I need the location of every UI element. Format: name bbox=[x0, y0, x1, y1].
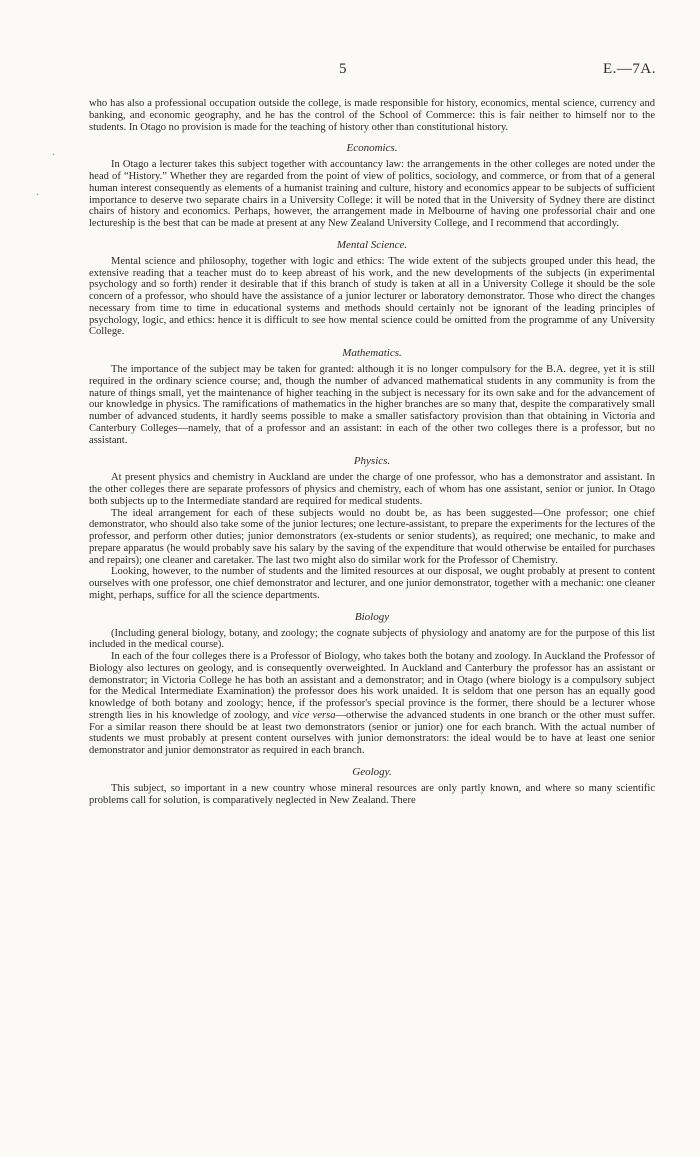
document-body bbox=[89, 98, 655, 806]
scan-speck: · bbox=[36, 190, 40, 201]
section-heading-geology: Geology. bbox=[352, 765, 392, 778]
biology-paragraph-2 bbox=[89, 651, 655, 757]
scan-speck: · bbox=[52, 150, 56, 161]
physics-paragraph-1: At present physics and chemistry in Auckland are under the charge of one professor, who has a demonstrator and assistant. In the other colleges there are separate professors of physics and chemistry, each of whom has one assistant, senior or junior. In Otago both subjects up to the Intermediate standard are required for medical students. bbox=[89, 472, 655, 507]
biology-text-part: In each of the four colleges there is a Professor of Biology, who takes both the botany and zoology. In Auckland the Professor of Biology also lectures on geology, and is consequently overweighted. In Auckland and Canterbury the professor has an assistant or demonstrator; in Victoria College he has both an assistant and a demonstrator; and in Otago (where biology is a compulsory subject for the Medical Intermediate Examination) the professor does his work unaided. It is seldom that one person has an equally good knowledge of both botany and zoology; hence, if the professor's special province is the former, there should be a lecturer whose strength lies in his knowledge of zoology, and bbox=[89, 651, 655, 721]
document-reference: E.—7A. bbox=[603, 61, 656, 77]
section-heading-economics: Economics. bbox=[346, 142, 398, 155]
section-heading-mental-science: Mental Science. bbox=[336, 238, 408, 251]
economics-paragraph: In Otago a lecturer takes this subject together with accountancy law: the arrangements in the other colleges are noted under the head of “History.” Whether they are regarded from the point of view of politics, sociology, and commerce, or from that of a general human interest consequently as elements of a humanist training and culture, history and economics appear to be subjects of sufficient importance to deserve two separate chairs in a University College: it will be noted that in the University of Sydney there are distinct chairs of history and economics. Perhaps, however, the arrangement made in Melbourne of having one professorial chair and one lectureship is the best that can be made at present at any New Zealand University College, and I recommend that accordingly. bbox=[89, 159, 655, 229]
biology-text-part: —otherwise the advanced students in one branch or the other must suffer. For a similar reason there should be at least two demonstrators (senior or junior) one for each branch. With the actual number of students we must probably at present content ourselves with junior demonstrators: the ideal would be to have at least one senior demonstrator and junior demonstrator as required in each branch. bbox=[89, 709, 655, 756]
section-heading-physics: Physics. bbox=[353, 455, 391, 468]
section-heading-biology: Biology bbox=[354, 610, 390, 623]
mathematics-paragraph: The importance of the subject may be taken for granted: although it is no longer compulsory for the B.A. degree, yet it is still required in the ordinary science course; and, though the number of advanced mathematical students in any community is from the nature of things small, yet the maintenance of higher teaching in the subject is necessary for its own sake and for the advancement of our knowledge in physics. The ramifications of mathematics in the higher branches are so many that, despite the comparatively small number of advanced students, it hardly seems possible to make a smaller satisfactory provision than that obtaining in Victoria and Canterbury Colleges—namely, that of a professor and an assistant: in each of the other two colleges there is a professor, but no assistant. bbox=[89, 364, 655, 446]
mental-science-paragraph: Mental science and philosophy, together with logic and ethics: The wide extent of the subjects grouped under this head, the extensive reading that a teacher must do to keep abreast of his work, and the new developments of the subjects (in experimental psychology and so forth) render it desirable that if this branch of study is taken at all in a University College it should be the sole concern of a professor, who should have the assistance of a junior lecturer or laboratory demonstrator. Those who direct the changes necessary from time to time in educational systems and methods should certainly not be ignorant of the leading principles of psychology, logic, and ethics: hence it is difficult to see how mental science could be omitted from the programme of any University College. bbox=[89, 255, 655, 338]
physics-paragraph-3: Looking, however, to the number of students and the limited resources at our disposal, we ought probably at present to content ourselves with one professor, one chief demonstrator and lecturer, and one junior demonstrator, together with a mechanic: one cleaner might, perhaps, suffice for all the science departments. bbox=[89, 566, 655, 601]
biology-paragraph-1: (Including general biology, botany, and zoology; the cognate subjects of physiology and anatomy are for the purpose of this list included in the medical course). bbox=[89, 627, 655, 651]
page-number: 5 bbox=[339, 61, 347, 77]
section-heading-mathematics: Mathematics. bbox=[342, 347, 402, 359]
biology-italic-phrase: vice versa bbox=[292, 709, 336, 721]
physics-paragraph-2: The ideal arrangement for each of these subjects would no doubt be, as has been suggested—One professor; one chief demonstrator, who should also take some of the junior lectures; one lecture-assistant, to prepare the experiments for the lectures of the professor, and perform other duties; junior demonstrators (ex-students or senior students), as required; one mechanic, to make and prepare apparatus (he would probably save his salary by the saving of the expenditure that would otherwise be entailed for purchases and repairs); one cleaner and caretaker. The last two might also do similar work for the Professor of Chemistry. bbox=[89, 507, 655, 566]
intro-paragraph: who has also a professional occupation outside the college, is made responsible for history, economics, mental science, currency and banking, and economic geography, and he has the control of the School of Commerce: this is fair neither to himself nor to the students. In Otago no provision is made for the teaching of history other than constitutional history. bbox=[89, 98, 655, 133]
geology-paragraph: This subject, so important in a new country whose mineral resources are only partly known, and where so many scientific problems call for solution, is comparatively neglected in New Zealand. There bbox=[89, 782, 655, 806]
